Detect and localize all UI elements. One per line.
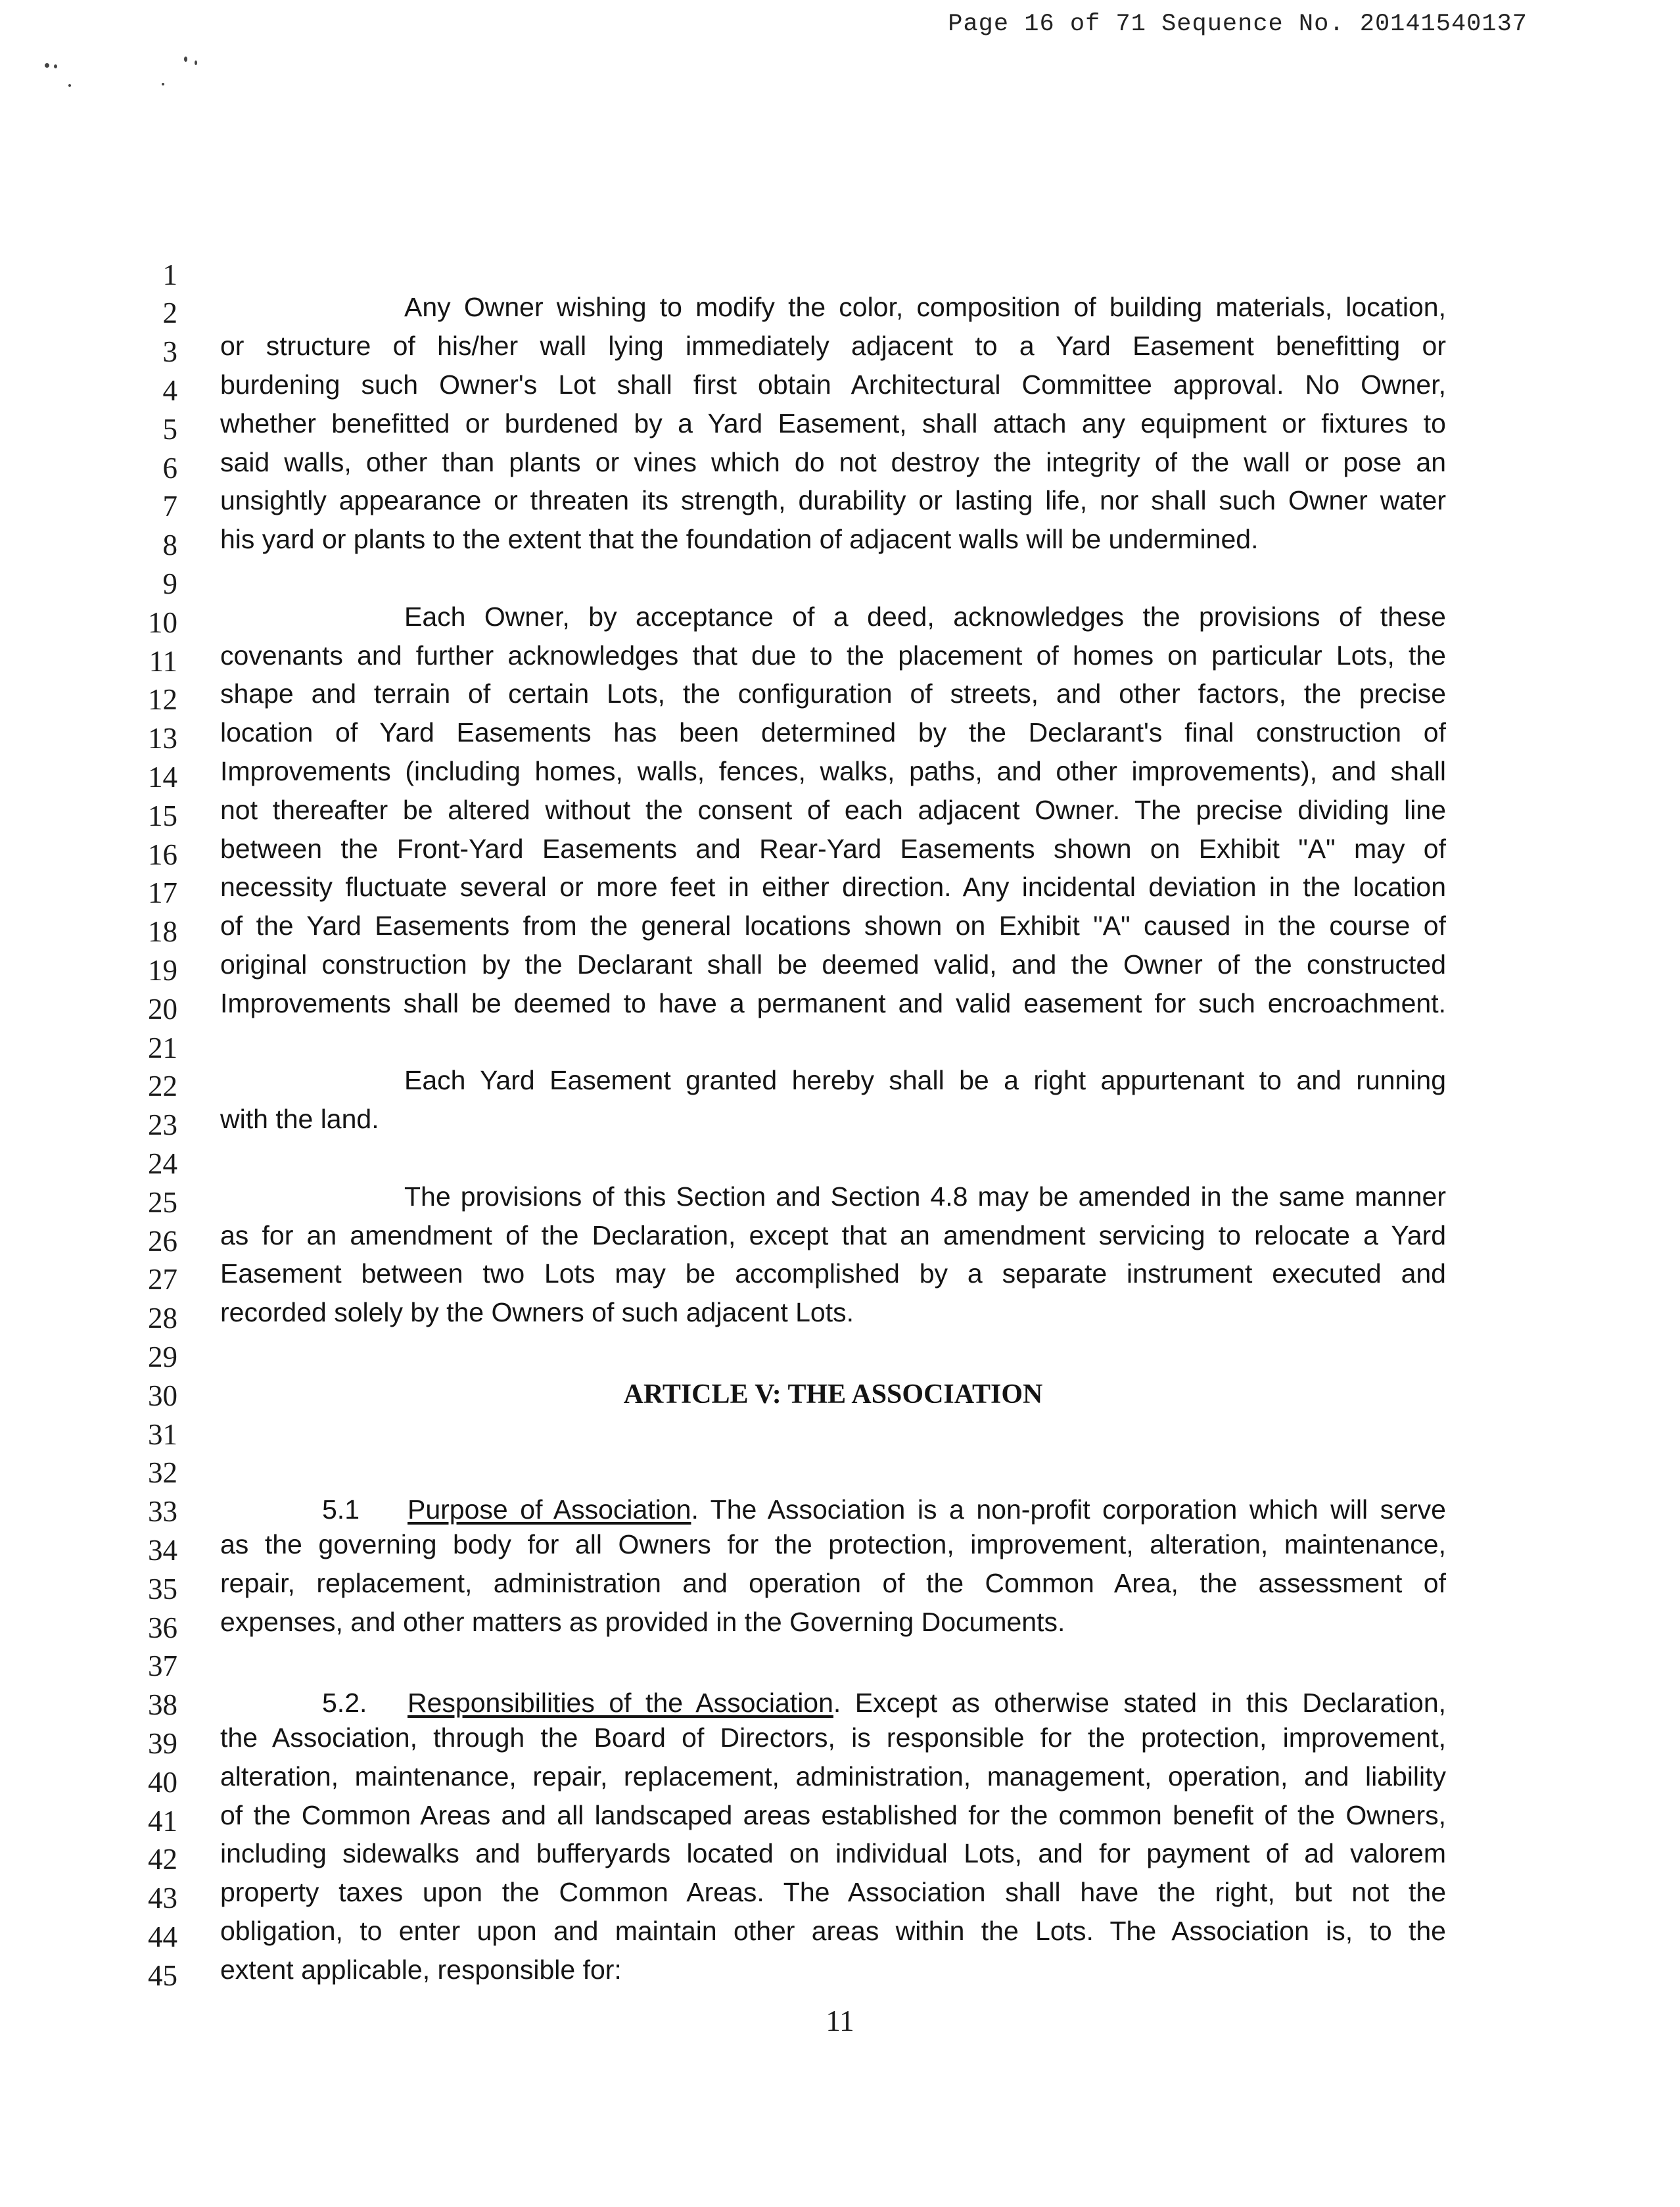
line-number: 30 [148, 1379, 177, 1412]
text-line: alteration, maintenance, repair, replacement, administration, management, operation, and liability [220, 1761, 1446, 1792]
line-number: 11 [149, 645, 177, 678]
line-number: 31 [148, 1418, 177, 1451]
text-line: necessity fluctuate several or more feet in either direction. Any incidental deviation in the location [220, 872, 1446, 902]
line-number: 40 [148, 1766, 177, 1799]
line-number: 12 [148, 683, 177, 716]
text-line: the Association, through the Board of Directors, is responsible for the protection, improvement, [220, 1722, 1446, 1753]
text-line: extent applicable, responsible for: [220, 1955, 622, 1985]
line-number: 3 [162, 335, 177, 368]
text-line: between the Front-Yard Easements and Rear-Yard Easements shown on Exhibit "A" may of [220, 834, 1446, 864]
line-number: 21 [148, 1032, 177, 1064]
text-line: Improvements shall be deemed to have a permanent and valid easement for such encroachment. [220, 988, 1446, 1018]
text-line: shape and terrain of certain Lots, the configuration of streets, and other factors, the precise [220, 678, 1446, 709]
section-number: 5.1 [322, 1494, 360, 1525]
text-line: obligation, to enter upon and maintain other areas within the Lots. The Association is, to the [220, 1916, 1446, 1946]
line-number: 39 [148, 1727, 177, 1760]
line-number: 17 [148, 876, 177, 909]
line-number: 19 [148, 954, 177, 987]
line-number: 28 [148, 1302, 177, 1335]
line-number: 38 [148, 1688, 177, 1721]
line-number: 2 [162, 297, 177, 329]
scan-speck [162, 83, 164, 85]
line-number: 35 [148, 1573, 177, 1605]
scan-speck [68, 84, 71, 87]
section-first-line-text: . Except as otherwise stated in this Declaration, [833, 1688, 1447, 1718]
line-number: 10 [148, 606, 177, 639]
line-number: 26 [148, 1225, 177, 1258]
text-line: said walls, other than plants or vines which do not destroy the integrity of the wall or pose an [220, 447, 1446, 477]
line-number: 13 [148, 722, 177, 755]
text-line: burdening such Owner's Lot shall first obtain Architectural Committee approval. No Owner, [220, 369, 1446, 400]
text-line: not thereafter be altered without the consent of each adjacent Owner. The precise dividing line [220, 795, 1446, 825]
text-line: location of Yard Easements has been determined by the Declarant's final construction of [220, 717, 1446, 748]
line-number: 7 [162, 490, 177, 523]
line-number: 43 [148, 1882, 177, 1914]
text-line: original construction by the Declarant shall be deemed valid, and the Owner of the constructed [220, 949, 1446, 980]
text-line: Each Yard Easement granted hereby shall be a right appurtenant to and running [404, 1065, 1446, 1095]
line-number: 37 [148, 1649, 177, 1682]
line-number: 24 [148, 1147, 177, 1180]
line-number: 9 [162, 567, 177, 600]
text-line: his yard or plants to the extent that the foundation of adjacent walls will be undermined. [220, 524, 1259, 554]
text-line: Any Owner wishing to modify the color, composition of building materials, location, [404, 292, 1446, 322]
scan-speck [45, 63, 49, 68]
text-line: The provisions of this Section and Section 4.8 may be amended in the same manner [404, 1181, 1446, 1212]
line-number: 34 [148, 1534, 177, 1567]
text-line: Each Owner, by acceptance of a deed, acknowledges the provisions of these [404, 602, 1446, 632]
line-number: 25 [148, 1186, 177, 1219]
line-number: 6 [162, 452, 177, 485]
section-first-line [408, 1684, 1446, 1722]
text-line: of the Common Areas and all landscaped areas established for the common benefit of the Owners, [220, 1800, 1446, 1830]
line-number: 42 [148, 1843, 177, 1876]
section-title: Responsibilities of the Association [408, 1688, 833, 1718]
section-number: 5.2. [322, 1688, 367, 1718]
text-line: covenants and further acknowledges that due to the placement of homes on particular Lots, the [220, 640, 1446, 671]
article-heading: ARTICLE V: THE ASSOCIATION [623, 1379, 1043, 1410]
line-number: 41 [148, 1805, 177, 1838]
text-line: as for an amendment of the Declaration, except that an amendment servicing to relocate a Yard [220, 1220, 1446, 1250]
text-line: repair, replacement, administration and operation of the Common Area, the assessment of [220, 1568, 1446, 1598]
scan-speck [195, 60, 197, 65]
text-line: expenses, and other matters as provided in the Governing Documents. [220, 1607, 1065, 1637]
line-number: 8 [162, 529, 177, 561]
line-number: 20 [148, 993, 177, 1026]
text-line: as the governing body for all Owners for the protection, improvement, alteration, maintenance, [220, 1529, 1446, 1559]
text-line: including sidewalks and bufferyards located on individual Lots, and for payment of ad valorem [220, 1838, 1446, 1868]
text-line: Easement between two Lots may be accomplished by a separate instrument executed and [220, 1258, 1446, 1289]
text-line: recorded solely by the Owners of such adjacent Lots. [220, 1297, 854, 1327]
line-number: 16 [148, 838, 177, 871]
page-number: 11 [826, 2005, 854, 2037]
text-line: property taxes upon the Common Areas. The Association shall have the right, but not the [220, 1877, 1446, 1907]
section-first-line-text: . The Association is a non-profit corporation which will serve [691, 1494, 1446, 1525]
text-line: of the Yard Easements from the general locations shown on Exhibit "A" caused in the course of [220, 911, 1446, 941]
scan-speck [184, 57, 187, 62]
text-line: or structure of his/her wall lying immediately adjacent to a Yard Easement benefitting or [220, 331, 1446, 361]
section-title: Purpose of Association [408, 1494, 691, 1525]
section-first-line [408, 1490, 1446, 1529]
line-number: 29 [148, 1341, 177, 1373]
line-number: 36 [148, 1611, 177, 1644]
line-number: 27 [148, 1263, 177, 1296]
scan-speck [54, 64, 57, 68]
text-line: whether benefitted or burdened by a Yard Easement, shall attach any equipment or fixtures to [220, 408, 1446, 439]
line-number: 23 [148, 1108, 177, 1141]
line-number: 1 [162, 258, 177, 291]
header-stamp: Page 16 of 71 Sequence No. 20141540137 [948, 11, 1528, 38]
line-number: 15 [148, 799, 177, 832]
line-number: 32 [148, 1456, 177, 1489]
line-number: 45 [148, 1959, 177, 1992]
line-number: 33 [148, 1495, 177, 1528]
line-number: 18 [148, 915, 177, 948]
line-number: 22 [148, 1070, 177, 1103]
text-line: unsightly appearance or threaten its strength, durability or lasting life, nor shall such Owner water [220, 485, 1446, 515]
text-line: Improvements (including homes, walls, fences, walks, paths, and other improvements), and shall [220, 756, 1446, 786]
line-number: 44 [148, 1920, 177, 1953]
line-number: 14 [148, 761, 177, 794]
text-line: with the land. [220, 1104, 379, 1134]
line-number: 5 [162, 413, 177, 446]
line-number: 4 [162, 374, 177, 407]
